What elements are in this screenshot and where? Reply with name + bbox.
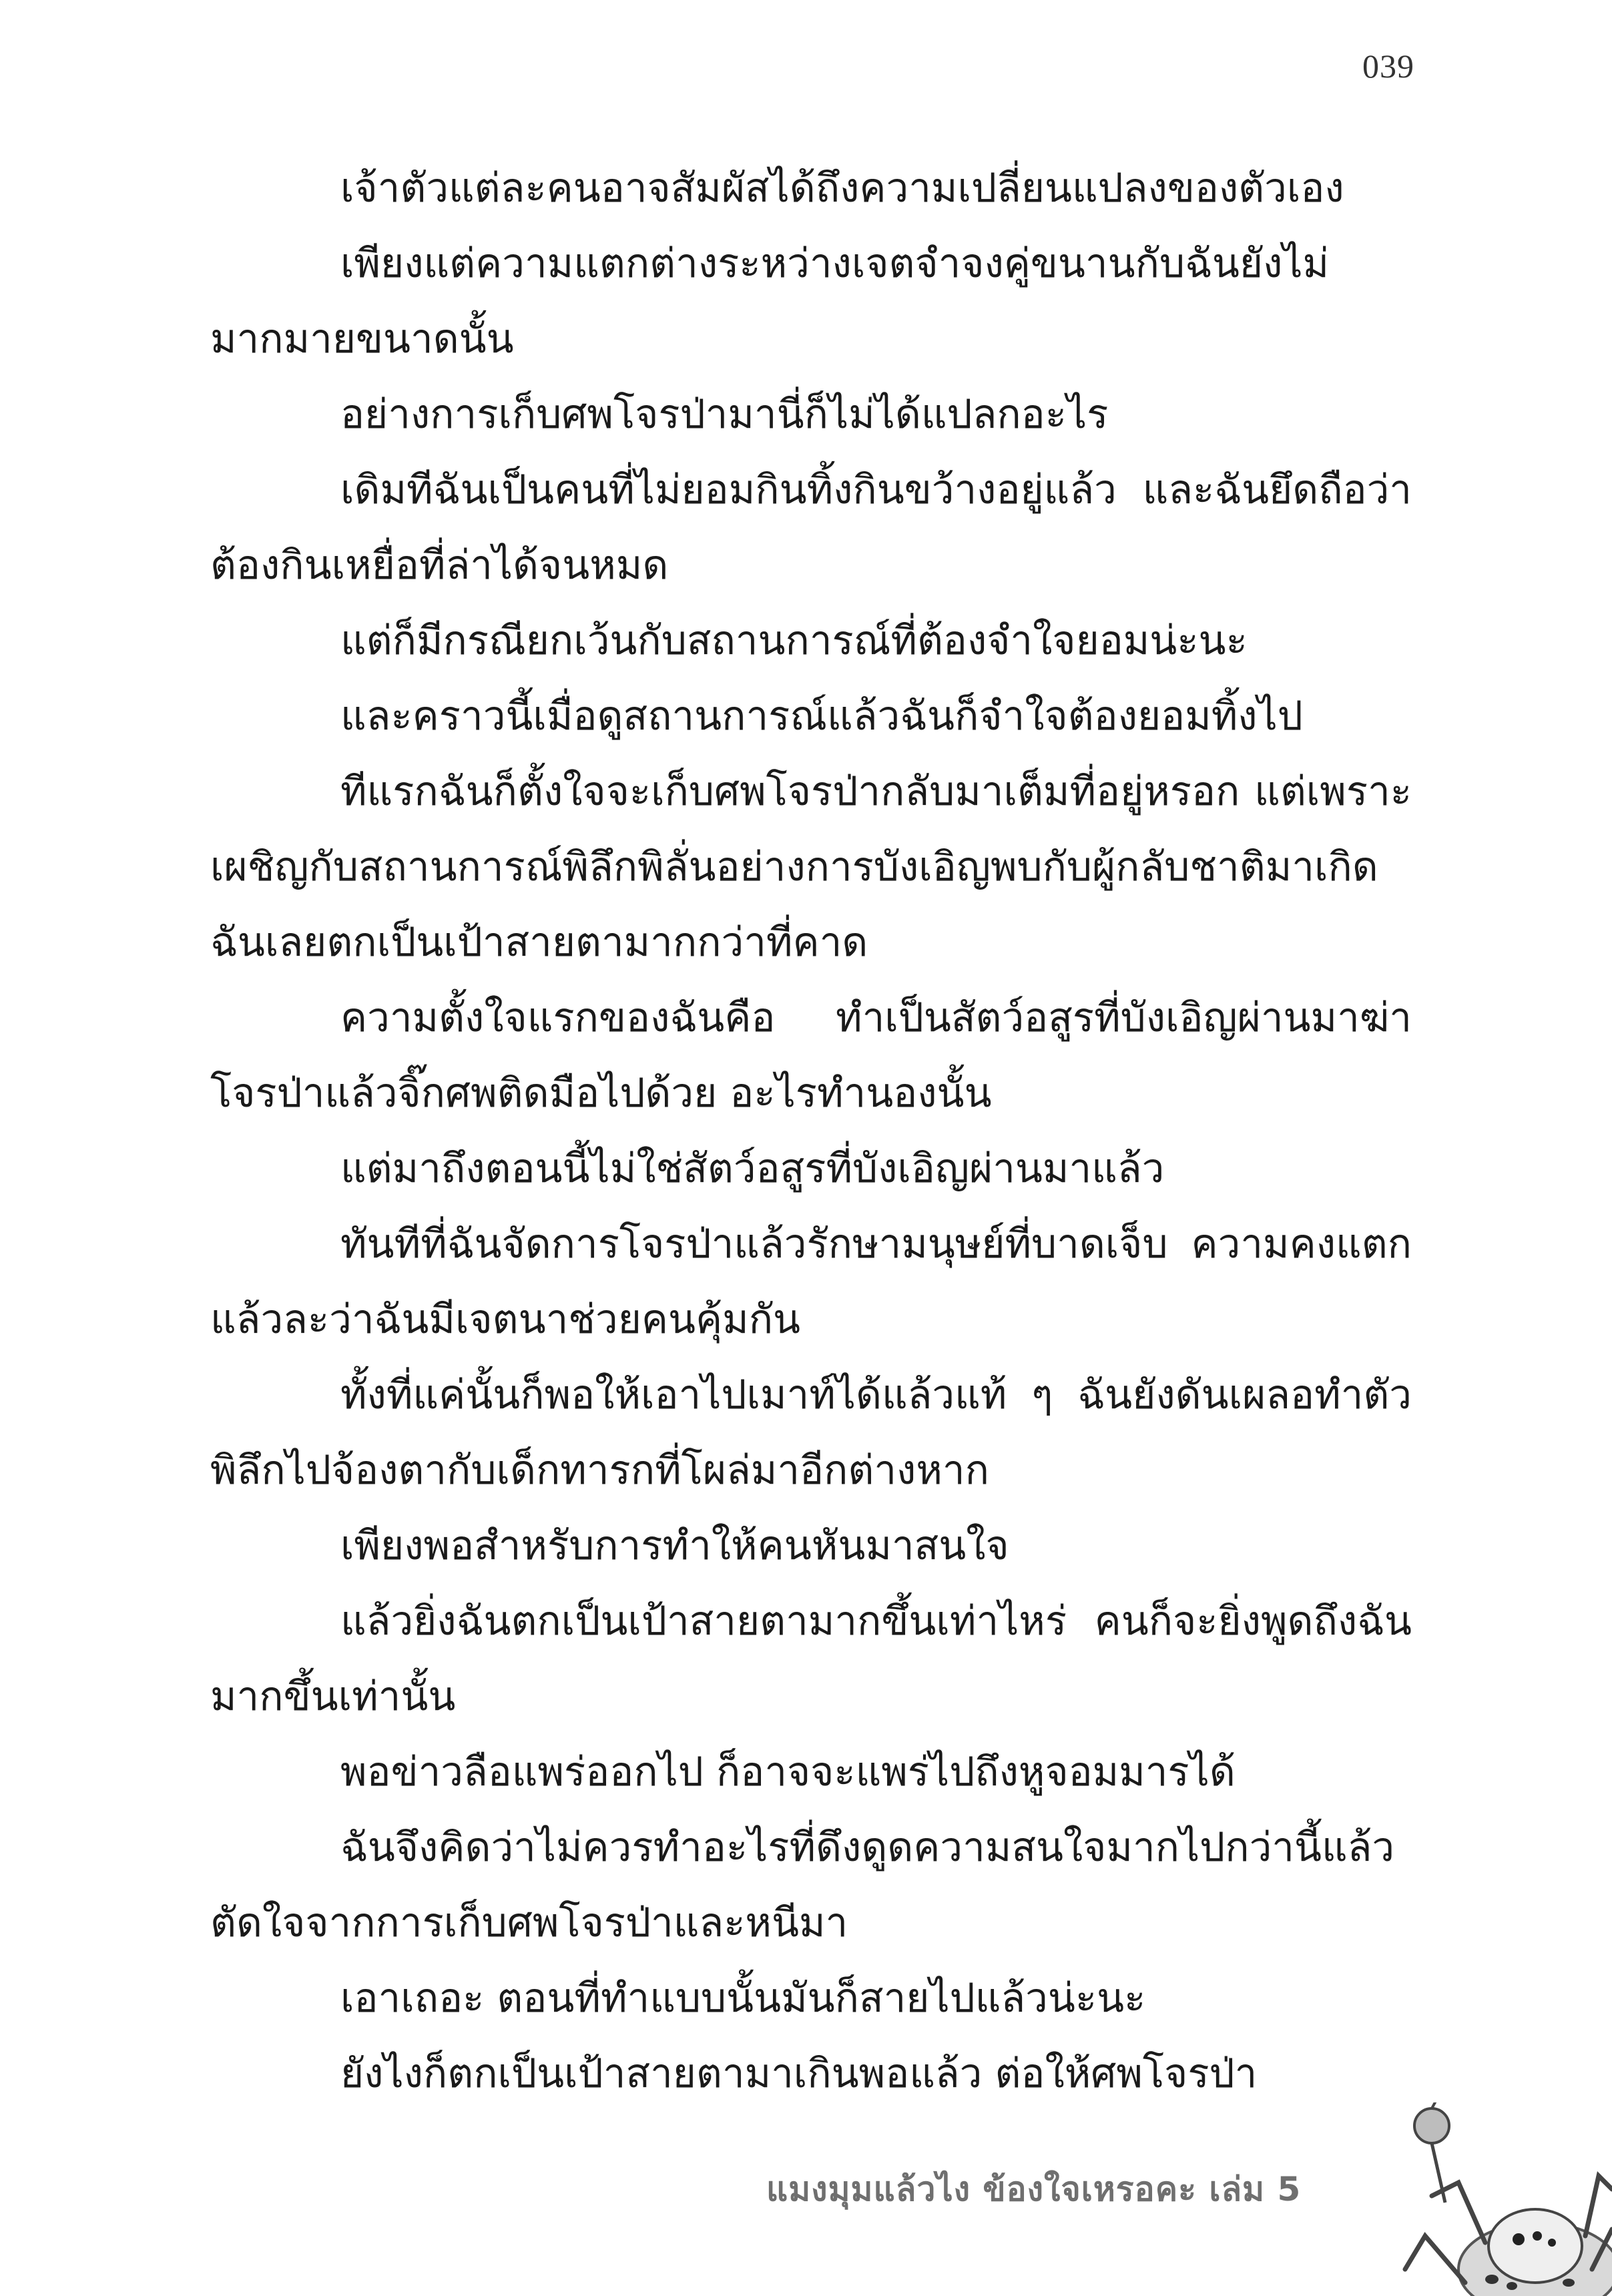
paragraph: ทั้งที่แค่นั้นก็พอให้เอาไปเมาท์ได้แล้วแท้ ๆ ฉันยังดันเผลอทำตัวพิลึกไปจ้องตากับเด็กทารกที่โผล่มาอีกต่างหาก xyxy=(210,1372,1412,1494)
footer-title: แมงมุมแล้วไง ข้องใจเหรอคะ เล่ม 5 xyxy=(766,2170,1302,2209)
paragraph: พอข่าวลือแพร่ออกไป ก็อาจจะแพร่ไปถึงหูจอมมารได้ xyxy=(340,1749,1236,1795)
paragraph: ฉันจึงคิดว่าไม่ควรทำอะไรที่ดึงดูดความสนใจมากไปกว่านี้แล้วตัดใจจากการเก็บศพโจรป่าและหนีมา xyxy=(210,1824,1395,1946)
paragraph: แต่ก็มีกรณียกเว้นกับสถานการณ์ที่ต้องจำใจยอมน่ะนะ xyxy=(340,617,1248,664)
paragraph: และคราวนี้เมื่อดูสถานการณ์แล้วฉันก็จำใจต้องยอมทิ้งไป xyxy=(340,693,1303,740)
paragraph: ความตั้งใจแรกของฉันคือ ทำเป็นสัตว์อสูรที่บังเอิญผ่านมาฆ่าโจรป่าแล้วจิ๊กศพติดมือไปด้วย อะไรทำนองนั้น xyxy=(210,994,1412,1117)
paragraph: อย่างการเก็บศพโจรป่ามานี่ก็ไม่ได้แปลกอะไร xyxy=(340,391,1109,438)
page-number: 039 xyxy=(1362,47,1414,85)
paragraph: แล้วยิ่งฉันตกเป็นเป้าสายตามากขึ้นเท่าไหร่ คนก็จะยิ่งพูดถึงฉันมากขึ้นเท่านั้น xyxy=(210,1598,1412,1720)
paragraph: ทันทีที่ฉันจัดการโจรป่าแล้วรักษามนุษย์ที่บาดเจ็บ ความคงแตกแล้วละว่าฉันมีเจตนาช่วยคนคุ้มกัน xyxy=(210,1221,1412,1343)
paragraph: เพียงแต่ความแตกต่างระหว่างเจตจำจงคู่ขนานกับฉันยังไม่มากมายขนาดนั้น xyxy=(210,240,1330,362)
paragraph: เจ้าตัวแต่ละคนอาจสัมผัสได้ถึงความเปลี่ยนแปลงของตัวเอง xyxy=(340,165,1344,212)
paragraph: เดิมทีฉันเป็นคนที่ไม่ยอมกินทิ้งกินขว้างอยู่แล้ว และฉันยึดถือว่าต้องกินเหยื่อที่ล่าได้จนหมด xyxy=(210,467,1412,589)
paragraph: ทีแรกฉันก็ตั้งใจจะเก็บศพโจรป่ากลับมาเต็มที่อยู่หรอก แต่เพราะเผชิญกับสถานการณ์พิลึกพิลั่นอย่างการบังเอิญพบกับผู้กลับชาติมาเกิด ฉันเลยตกเป็นเป้าสายตามากกว่าที่คาด xyxy=(210,768,1412,966)
body-text xyxy=(210,151,1412,2112)
paragraph: เอาเถอะ ตอนที่ทำแบบนั้นมันก็สายไปแล้วน่ะนะ xyxy=(340,1975,1146,2022)
spider-mascot-icon xyxy=(1385,2102,1612,2296)
paragraph: เพียงพอสำหรับการทำให้คนหันมาสนใจ xyxy=(340,1522,1009,1569)
paragraph: ยังไงก็ตกเป็นเป้าสายตามาเกินพอแล้ว ต่อให้ศพโจรป่า xyxy=(340,2050,1258,2097)
paragraph: แต่มาถึงตอนนี้ไม่ใช่สัตว์อสูรที่บังเอิญผ่านมาแล้ว xyxy=(340,1145,1165,1192)
